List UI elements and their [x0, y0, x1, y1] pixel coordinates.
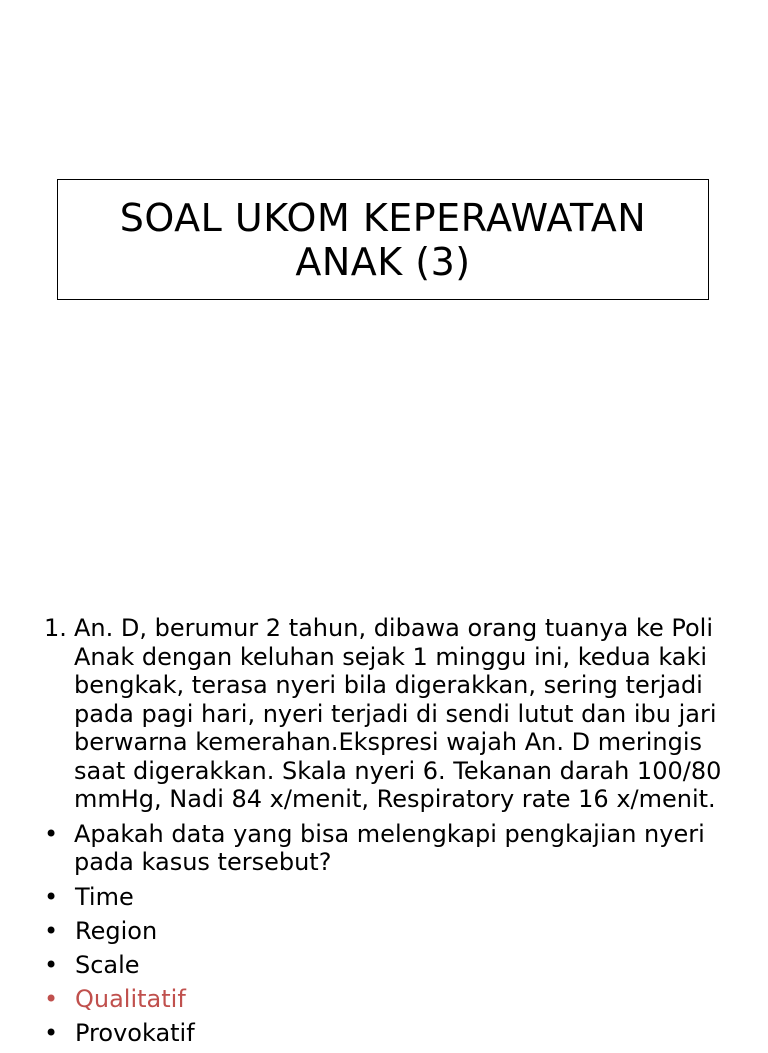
list-item-answer [44, 985, 744, 1014]
option-label: Qualitatif [75, 984, 186, 1013]
bullet-icon: • [44, 916, 59, 945]
option-label: Scale [75, 950, 140, 979]
question-number: 1. [44, 614, 67, 642]
list-item [44, 917, 744, 946]
bullet-icon: • [44, 882, 59, 911]
option-label: Provokatif [75, 1018, 195, 1047]
title-box [57, 179, 709, 300]
list-item [44, 951, 744, 980]
question-case [44, 614, 744, 814]
list-item [44, 883, 744, 912]
bullet-icon: • [44, 984, 59, 1013]
option-label: Time [75, 882, 134, 911]
option-label: Region [75, 916, 158, 945]
options-list [44, 883, 744, 1048]
question-content [44, 614, 744, 1053]
list-item [44, 1019, 744, 1048]
title-line-2: ANAK (3) [295, 239, 471, 284]
bullet-icon: • [44, 1018, 59, 1047]
question-prompt [44, 820, 744, 877]
prompt-text: Apakah data yang bisa melengkapi pengkajian nyeri pada kasus tersebut? [74, 819, 705, 876]
bullet-icon: • [44, 950, 59, 979]
bullet-icon: • [44, 819, 59, 848]
case-text: An. D, berumur 2 tahun, dibawa orang tuanya ke Poli Anak dengan keluhan sejak 1 minggu ini, kedua kaki bengkak, terasa nyeri bila digerakkan, sering terjadi pada pagi hari, nyeri terjadi di sendi lutut dan ibu jari berwarna kemerahan.Ekspresi wajah An. D meringis saat digerakkan. Skala nyeri 6. Tekanan darah 100/80 mmHg, Nadi 84 x/menit, Respiratory rate 16 x/menit. [74, 614, 722, 813]
title-line-1: SOAL UKOM KEPERAWATAN [119, 195, 647, 240]
